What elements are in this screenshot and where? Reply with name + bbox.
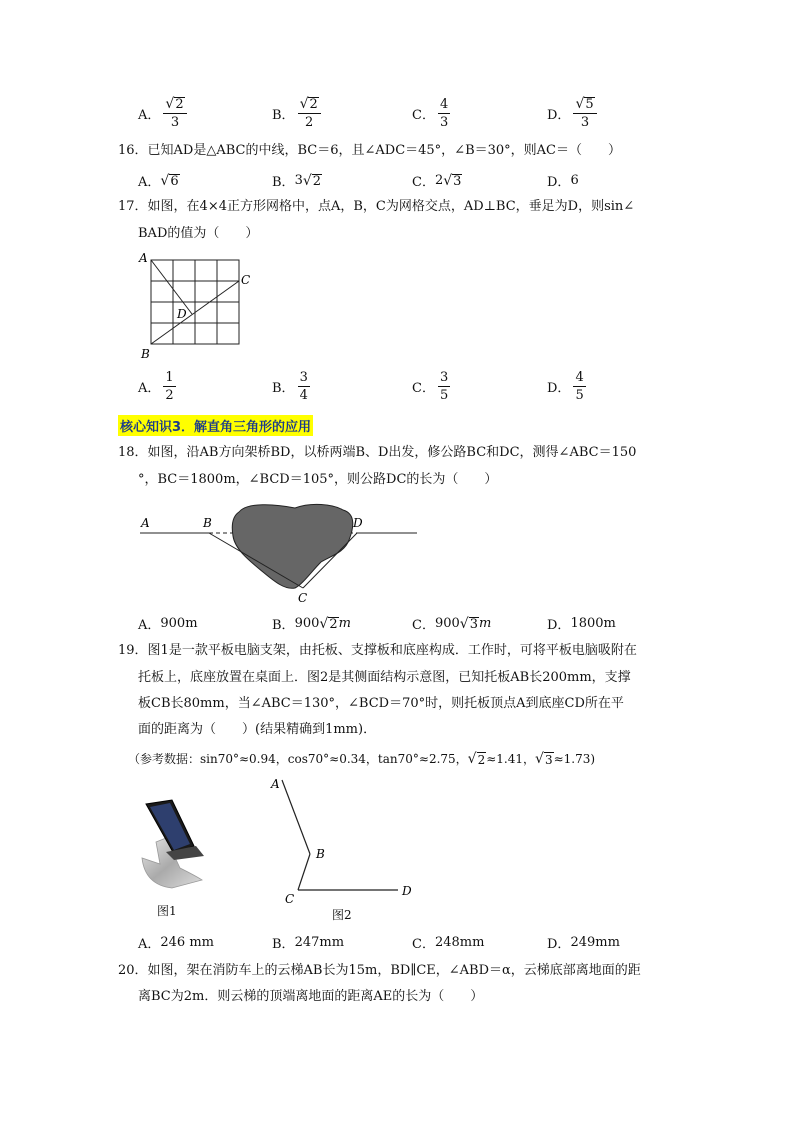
label-c: C xyxy=(241,273,251,287)
q19-line1: 19．图1是一款平板电脑支架，由托板、支撑板和底座构成．工作时，可将平板电脑吸附在 xyxy=(118,643,637,658)
q17-option-b: B． $\frac{3}{4}$ xyxy=(272,370,308,403)
label-b: B xyxy=(203,516,212,530)
q17-option-d: D． $\frac{4}{5}$ xyxy=(547,370,584,403)
q18-option-d: D． 1800m xyxy=(547,616,616,633)
q19-option-c: C． 248mm xyxy=(412,935,485,952)
fig2-caption: 图2 xyxy=(332,908,352,922)
q15-option-a: A． √ 2 3 xyxy=(138,97,187,130)
fig1-caption: 图1 xyxy=(157,904,177,918)
q17-stem-line1: 17．如图，在4×4正方形网格中，点A，B，C为网格交点，AD⊥BC，垂足为D，则sin∠ xyxy=(118,199,635,214)
label-a: A xyxy=(141,516,150,530)
q19-line3: 板CB长80mm，当∠ABC＝130°，∠BCD＝70°时，则托板顶点A到底座CD所在平 xyxy=(138,696,624,711)
q16-stem: 16．已知AD是△ABC的中线，BC＝6，且∠ADC＝45°，∠B＝30°，则AC＝（ ） xyxy=(118,143,622,158)
q20-line1: 20．如图，架在消防车上的云梯AB长为15m，BD∥CE，∠ABD＝α，云梯底部离地面的距 xyxy=(118,963,641,978)
q17-option-a: A． $\frac{1}{2}$ xyxy=(138,370,174,403)
q17-option-c: C． $\frac{3}{5}$ xyxy=(412,370,449,403)
q19-line2: 托板上，底座放置在桌面上．图2是其侧面结构示意图，已知托板AB长200mm，支撑 xyxy=(138,670,631,685)
q15-option-d: D． √ 5 3 xyxy=(547,97,597,130)
q18-option-b: B． 900 √ 2 m xyxy=(272,615,351,633)
label-c: C xyxy=(285,892,295,906)
label-d: D xyxy=(177,307,187,321)
label-a: A xyxy=(139,251,148,265)
q16-option-a: A． √ 6 xyxy=(138,172,179,190)
fraction: √ 5 3 xyxy=(573,97,596,130)
q19-line4: 面的距离为（ ）(结果精确到1mm)． xyxy=(138,722,377,737)
q18-bridge-figure xyxy=(135,500,425,608)
label-b: B xyxy=(141,347,150,361)
label-d: D xyxy=(353,516,363,530)
tablet-stand-image xyxy=(136,798,216,894)
label-b: B xyxy=(316,847,325,861)
q16-option-b: B． 3 √ 2 xyxy=(272,172,322,190)
label-c: C xyxy=(298,591,308,605)
q18-stem-line1: 18．如图，沿AB方向架桥BD，以桥两端B、D出发，修公路BC和DC，测得∠ABC＝150 xyxy=(118,445,637,460)
section-heading: 核心知识3．解直角三角形的应用 xyxy=(118,415,313,436)
q18-option-a: A． 900m xyxy=(138,616,198,633)
q20-line2: 离BC为2m．则云梯的顶端离地面的距离AE的长为（ ） xyxy=(138,989,484,1004)
q17-grid-figure xyxy=(135,250,255,365)
label-a: A xyxy=(271,777,280,791)
fraction: √ 2 3 xyxy=(163,97,186,130)
q19-option-b: B． 247mm xyxy=(272,935,345,952)
q15-option-b: B． √ 2 2 xyxy=(272,97,321,130)
q19-structure-figure xyxy=(262,772,422,908)
fraction: $\frac{4}{3}$ xyxy=(439,97,449,130)
q18-stem-line2: °，BC＝1800m，∠BCD＝105°，则公路DC的长为（ ） xyxy=(138,472,498,487)
q19-reference-data: （参考数据：sin70°≈0.94，cos70°≈0.34，tan70°≈2.75， √ 2 ≈1.41， √ 3 ≈1.73) xyxy=(128,750,596,767)
q18-option-c: C． 900 √ 3 m xyxy=(412,615,492,633)
q19-option-a: A． 246 mm xyxy=(138,935,214,952)
label-d: D xyxy=(402,884,412,898)
q19-option-d: D． 249mm xyxy=(547,935,620,952)
q16-option-c: C． 2 √ 3 xyxy=(412,172,462,190)
lake-shape xyxy=(232,504,353,588)
fraction: √ 2 2 xyxy=(298,97,321,130)
q15-option-c: C． $\frac{4}{3}$ xyxy=(412,97,449,130)
q17-stem-line2: BAD的值为（ ） xyxy=(138,226,259,241)
q16-option-d: D． 6 xyxy=(547,173,579,190)
